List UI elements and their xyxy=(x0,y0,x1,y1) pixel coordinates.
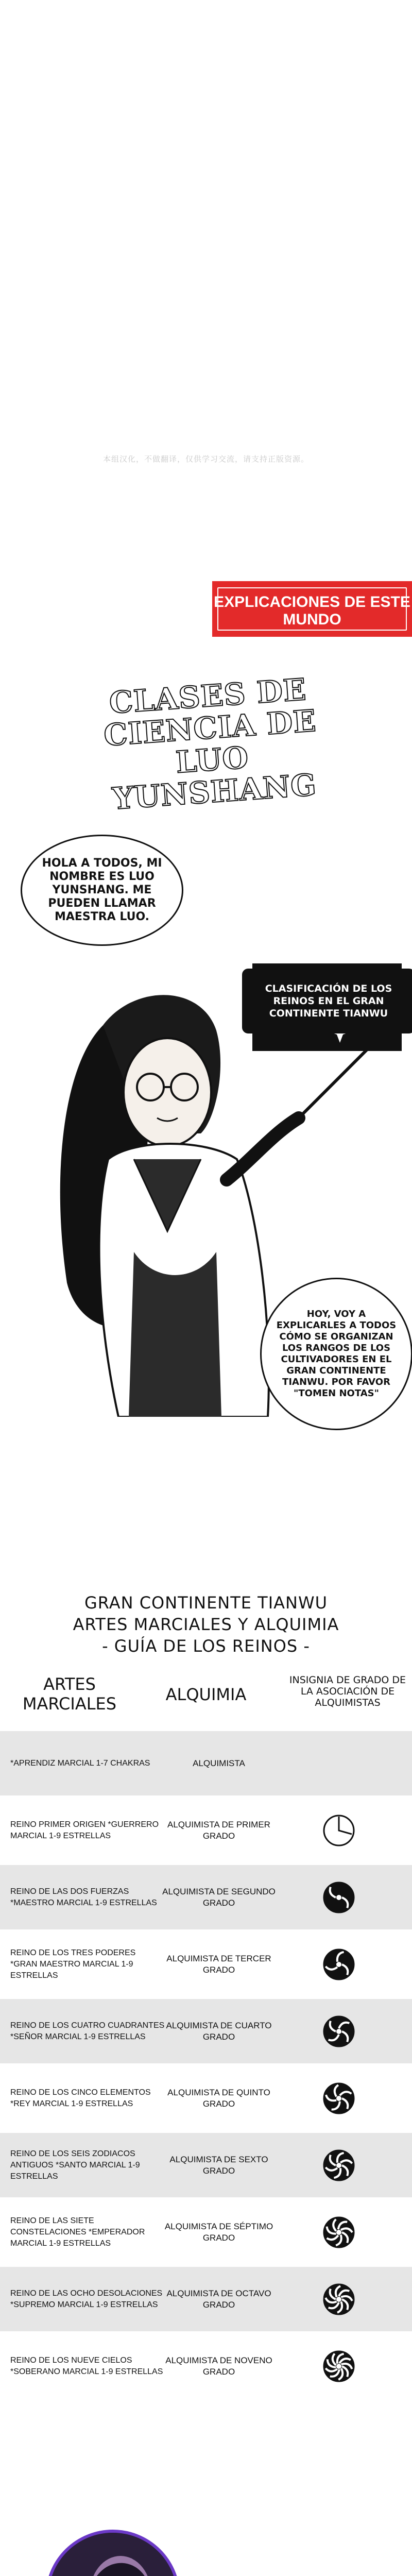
realm-cell: REINO DE LAS DOS FUERZAS *MAESTRO MARCIAL 1-9 ESTRELLAS xyxy=(10,1887,157,1907)
alchemist-insignia-icon xyxy=(322,2014,356,2048)
table-row xyxy=(0,2267,412,2331)
speech-bubble-board-text: CLASIFICACIÓN DE LOS REINOS EN EL GRAN CONTINENTE TIANWU xyxy=(265,983,392,1019)
table-row xyxy=(0,1731,412,1795)
col-header-alchemy: ALQUIMIA xyxy=(165,1685,247,1704)
table-row xyxy=(0,1798,412,1862)
realm-cell: REINO DE LOS SEIS ZODIACOS ANTIGUOS *SANTO MARCIAL 1-9 ESTRELLAS xyxy=(10,2149,140,2181)
guide-title-3: - GUÍA DE LOS REINOS - xyxy=(102,1636,310,1656)
alchemy-cell: ALQUIMISTA DE NOVENO GRADO xyxy=(165,2355,272,2377)
alchemy-cell: ALQUIMISTA DE SEGUNDO GRADO xyxy=(162,1886,276,1908)
realm-cell: REINO PRIMER ORIGEN *GUERRERO MARCIAL 1-9 ESTRELLAS xyxy=(10,1820,159,1840)
speech-bubble-board xyxy=(242,969,412,1033)
alchemist-insignia-icon xyxy=(322,1880,356,1914)
table-row xyxy=(0,2066,412,2130)
guide-heading xyxy=(0,1592,412,1657)
alchemy-cell: ALQUIMISTA DE QUINTO GRADO xyxy=(167,2087,270,2109)
avatar xyxy=(45,2530,180,2576)
speech-bubble-explain-text: HOY, VOY A EXPLICARLES A TODOS CÓMO SE ORGANIZAN LOS RANGOS DE LOS CULTIVADORES EN EL GRAN CONTINENTE TIANWU. POR FAVOR "TOMEN NOTAS" xyxy=(276,1309,397,1399)
section-tag-label: EXPLICACIONES DE ESTE MUNDO xyxy=(214,594,410,628)
section-tag xyxy=(212,581,412,637)
alchemist-insignia-icon xyxy=(322,1947,356,1981)
guide-title-1: GRAN CONTINENTE TIANWU xyxy=(84,1593,328,1613)
alchemy-cell: ALQUIMISTA DE SEXTO GRADO xyxy=(169,2154,268,2176)
alchemist-insignia-icon xyxy=(322,2081,356,2115)
watermark-note: 本组汉化，不做翻译，仅供学习交流，请支持正版资源。 xyxy=(102,454,309,464)
alchemist-insignia-icon xyxy=(322,2148,356,2182)
alchemist-insignia-icon xyxy=(322,2282,356,2316)
table-row xyxy=(0,1865,412,1929)
realm-cell: REINO DE LAS SIETE CONSTELACIONES *EMPERADOR MARCIAL 1-9 ESTRELLAS xyxy=(10,2216,145,2248)
guide-title-2: ARTES MARCIALES Y ALQUIMIA xyxy=(73,1615,339,1634)
col-header-insignia: INSIGNIA DE GRADO DE LA ASOCIACIÓN DE ALQUIMISTAS xyxy=(289,1674,406,1708)
alchemy-cell: ALQUIMISTA DE CUARTO GRADO xyxy=(166,2020,272,2042)
alchemy-cell: ALQUIMISTA DE OCTAVO GRADO xyxy=(166,2288,271,2310)
alchemy-cell: ALQUIMISTA xyxy=(193,1758,245,1768)
realm-cell: REINO DE LOS TRES PODERES *GRAN MAESTRO MARCIAL 1-9 ESTRELLAS xyxy=(10,1948,136,1980)
col-header-martial: ARTES MARCIALES xyxy=(22,1674,117,1714)
table-row xyxy=(0,1932,412,1996)
alchemist-insignia-icon xyxy=(322,2215,356,2249)
realm-cell: *APRENDIZ MARCIAL 1-7 CHAKRAS xyxy=(10,1758,150,1768)
manga-title: CLASES DE CIENCIA DE LUO YUNSHANG xyxy=(102,671,318,817)
table-row xyxy=(0,2334,412,2398)
speech-bubble-intro-text: HOLA A TODOS, MI NOMBRE ES LUO YUNSHANG. ME PUEDEN LLAMAR MAESTRA LUO. xyxy=(42,857,162,923)
realm-cell: REINO DE LOS NUEVE CIELOS *SOBERANO MARCIAL 1-9 ESTRELLAS xyxy=(10,2355,163,2376)
alchemy-cell: ALQUIMISTA DE TERCER GRADO xyxy=(166,1953,271,1975)
table-row xyxy=(0,2133,412,2197)
alchemist-insignia-icon xyxy=(322,1814,356,1848)
alchemist-insignia-icon xyxy=(322,2349,356,2383)
table-row xyxy=(0,2200,412,2264)
table-row xyxy=(0,1999,412,2063)
alchemy-cell: ALQUIMISTA DE PRIMER GRADO xyxy=(167,1819,270,1841)
realm-cell: REINO DE LAS OCHO DESOLACIONES *SUPREMO MARCIAL 1-9 ESTRELLAS xyxy=(10,2289,163,2309)
alchemy-cell: ALQUIMISTA DE SÉPTIMO GRADO xyxy=(164,2221,273,2243)
speech-bubble-intro xyxy=(21,835,183,946)
realm-cell: REINO DE LOS CINCO ELEMENTOS *REY MARCIAL 1-9 ESTRELLAS xyxy=(10,2088,151,2108)
speech-bubble-explain xyxy=(260,1278,412,1430)
realm-cell: REINO DE LOS CUATRO CUADRANTES *SEÑOR MARCIAL 1-9 ESTRELLAS xyxy=(10,2021,165,2041)
